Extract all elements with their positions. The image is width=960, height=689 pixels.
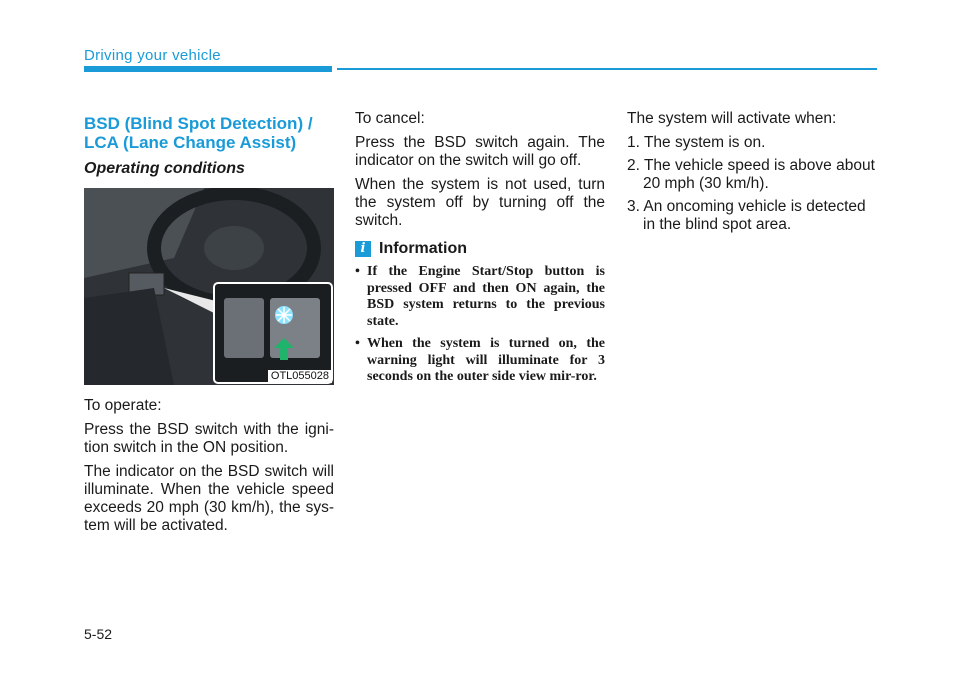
page-number: 5-52: [84, 626, 113, 642]
activation-intro: The system will activate when:: [627, 110, 837, 127]
column-2: [355, 110, 605, 392]
to-cancel-label: To cancel:: [355, 110, 425, 127]
column-3: [627, 110, 877, 239]
list-item: • When the system is turned on, the warning light will illuminate for 3 seconds on the outer side view mir-ror.: [355, 336, 605, 386]
subtitle: Operating conditions: [84, 160, 245, 177]
list-item: • If the Engine Start/Stop button is pressed OFF and then ON again, the BSD system returns to the previous state.: [355, 264, 605, 330]
cancel-paragraph-2: When the system is not used, turn the system off by turning off the switch.: [355, 176, 605, 229]
information-heading: [355, 240, 605, 258]
list-item: 2. The vehicle speed is above about 20 mph (30 km/h).: [627, 157, 875, 192]
operate-paragraph-1: Press the BSD switch with the igni-tion switch in the ON position.: [84, 421, 334, 456]
column-1: [84, 110, 334, 541]
dashboard-illustration: [84, 188, 334, 385]
header-rule-thin: [337, 68, 877, 70]
figure-caption: OTL055028: [268, 370, 332, 383]
activation-conditions-list: [627, 134, 877, 234]
title-line-1: BSD (Blind Spot Detection) /: [84, 114, 313, 133]
title-line-2: LCA (Lane Change Assist): [84, 133, 297, 152]
header-rule-thick: [84, 66, 332, 72]
page-title: [84, 114, 334, 152]
operate-paragraph-2: The indicator on the BSD switch will illuminate. When the vehicle speed exceeds 20 mph (30 km/h), the sys-tem will be activated.: [84, 463, 334, 534]
bsd-switch-photo: [84, 188, 334, 385]
to-operate-label: To operate:: [84, 397, 162, 414]
information-list: [355, 264, 605, 386]
list-item: 3. An oncoming vehicle is detected in the blind spot area.: [627, 198, 866, 233]
cancel-paragraph-1: Press the BSD switch again. The indicator on the switch will go off.: [355, 134, 605, 169]
section-header: Driving your vehicle: [84, 47, 221, 64]
info-icon: i: [355, 241, 371, 257]
information-label: Information: [379, 240, 467, 257]
list-item: 1. The system is on.: [627, 134, 766, 151]
